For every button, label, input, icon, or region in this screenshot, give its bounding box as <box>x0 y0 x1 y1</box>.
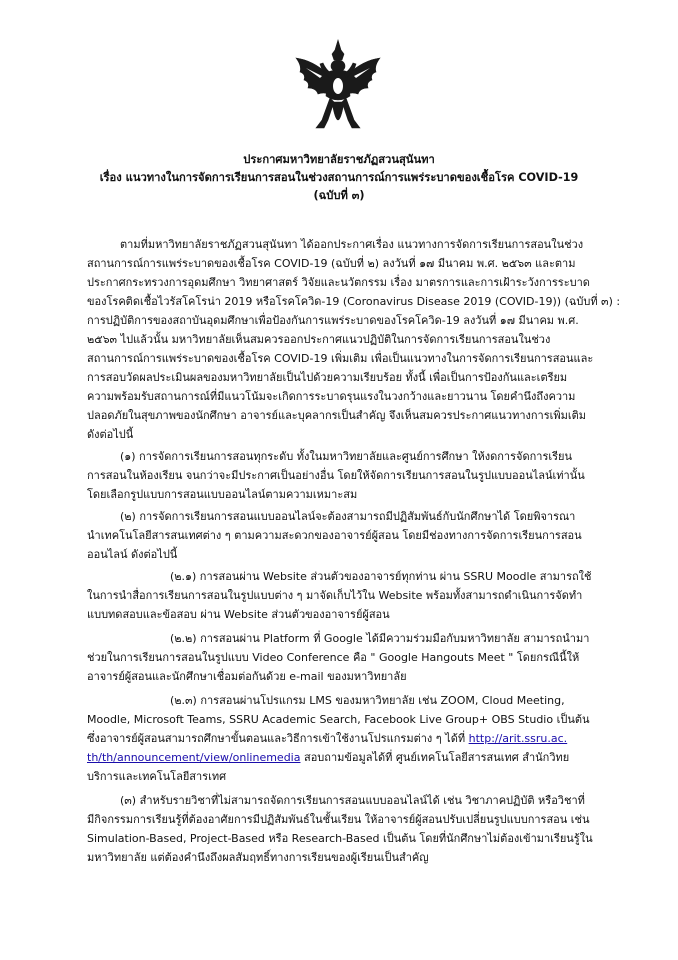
body-line: ๒๕๖๓ ไปแล้วนั้น มหาวิทยาลัยเห็นสมควรออกประกาศแนวปฏิบัติในการจัดการเรียนการสอนในช่วง <box>87 333 551 346</box>
announcement-title: ประกาศมหาวิทยาลัยราชภัฏสวนสุนันทา <box>243 153 435 166</box>
item-2-3-contact: สอบถามข้อมูลได้ที่ ศูนย์เทคโนโลยีสารสนเทศ สำนักวิทย <box>303 751 570 764</box>
body-line: ตามที่มหาวิทยาลัยราชภัฏสวนสุนันทา ได้ออกประกาศเรื่อง แนวทางการจัดการเรียนการสอนในช่วง <box>120 238 584 251</box>
item-2-2-line: ช่วยในการเรียนการสอนในรูปแบบ Video Conference คือ " Google Hangouts Meet " โดยกรณีนี้ให้ <box>87 651 580 664</box>
garuda-emblem <box>292 38 384 140</box>
body-line: การปฏิบัติการของสถาบันอุดมศึกษาเพื่อป้องกันการแพร่ระบาดของโรคโควิด-19 ลงวันที่ ๑๗ มีนาคม พ.ศ. <box>87 314 579 327</box>
body-line: สถานการณ์การแพร่ระบาดของเชื้อโรค COVID-19 (ฉบับที่ ๒) ลงวันที่ ๑๗ มีนาคม พ.ศ. ๒๕๖๓ และตาม <box>87 257 576 270</box>
item-2-line: ออนไลน์ ดังต่อไปนี้ <box>87 548 178 561</box>
onlinemedia-link-part1[interactable]: http://arit.ssru.ac. <box>468 732 568 745</box>
item-2-2-line: อาจารย์ผู้สอนและนักศึกษาเชื่อมต่อกันด้วย e-mail ของมหาวิทยาลัย <box>87 670 407 683</box>
item-1-line: โดยเลือกรูปแบบการสอนแบบออนไลน์ตามความเหมาะสม <box>87 488 358 501</box>
item-3-line: (๓) สำหรับรายวิชาที่ไม่สามารถจัดการเรียนการสอนแบบออนไลน์ได้ เช่น วิชาภาคปฏิบัติ หรือวิชาที่ <box>120 794 585 807</box>
body-line: ของโรคติดเชื้อไวรัสโคโรน่า 2019 หรือโรคโควิด-19 (Coronavirus Disease 2019 (COVID-19)) (ฉบับที่ ๓) : <box>87 295 621 308</box>
item-2-3-line: บริการและเทคโนโลยีสารเทศ <box>87 770 227 783</box>
announcement-subject: เรื่อง แนวทางในการจัดการเรียนการสอนในช่วงสถานการณ์การแพร่ระบาดของเชื้อโรค COVID-19 <box>99 171 579 184</box>
body-line: ปลอดภัยในสุขภาพของนักศึกษา อาจารย์และบุคลากรเป็นสำคัญ จึงเห็นสมควรประกาศแนวทางการเพิ่มเติม <box>87 409 587 422</box>
announcement-edition: (ฉบับที่ ๓) <box>313 189 365 202</box>
item-2-3-line <box>87 730 607 747</box>
item-1-line: การสอนในห้องเรียน จนกว่าจะมีประกาศเป็นอย่างอื่น โดยให้จัดการเรียนการสอนในรูปแบบออนไลน์เท่านั้น <box>87 469 585 482</box>
body-line: ประกาศกระทรวงการอุดมศึกษา วิทยาศาสตร์ วิจัยและนวัตกรรม เรื่อง มาตรการและการเฝ้าระวังการระบาด <box>87 276 590 289</box>
item-3-line: Simulation-Based, Project-Based หรือ Research-Based เป็นต้น โดยที่นักศึกษาไม่ต้องเข้ามาเรียนรู้ใน <box>87 832 593 845</box>
item-2-2-line: (๒.๒) การสอนผ่าน Platform ที่ Google ได้มีความร่วมมือกับมหาวิทยาลัย สามารถนำมา <box>170 632 590 645</box>
item-2-3-line: Moodle, Microsoft Teams, SSRU Academic Search, Facebook Live Group+ OBS Studio เป็นต้น <box>87 713 590 726</box>
item-2-3-text: ซึ่งอาจารย์ผู้สอนสามารถศึกษาขั้นตอนและวิธีการเข้าใช้งานโปรแกรมต่าง ๆ ได้ที่ <box>87 732 466 745</box>
body-line: การสอบวัดผลประเมินผลของมหาวิทยาลัยเป็นไปด้วยความเรียบร้อย ทั้งนี้ เพื่อเป็นการป้องกันและเตรียม <box>87 371 568 384</box>
body-line: ดังต่อไปนี้ <box>87 428 134 441</box>
onlinemedia-link-part2[interactable]: th/th/announcement/view/onlinemedia <box>87 751 301 764</box>
item-2-3-line: (๒.๓) การสอนผ่านโปรแกรม LMS ของมหาวิทยาลัย เช่น ZOOM, Cloud Meeting, <box>170 694 565 707</box>
item-2-3-line <box>87 749 607 766</box>
item-2-1-line: แบบทดสอบและข้อสอบ ผ่าน Website ส่วนตัวของอาจารย์ผู้สอน <box>87 608 390 621</box>
item-2-line: นำเทคโนโลยีสารสนเทศต่าง ๆ ตามความสะดวกของอาจารย์ผู้สอน โดยมีช่องทางการจัดการเรียนการสอน <box>87 529 582 542</box>
body-line: สถานการณ์การแพร่ระบาดของเชื้อโรค COVID-19 เพิ่มเติม เพื่อเป็นแนวทางในการจัดการเรียนการสอนและ <box>87 352 594 365</box>
item-3-line: มหาวิทยาลัย แต่ต้องคำนึงถึงผลสัมฤทธิ์ทางการเรียนของผู้เรียนเป็นสำคัญ <box>87 851 429 864</box>
item-1-line: (๑) การจัดการเรียนการสอนทุกระดับ ทั้งในมหาวิทยาลัยและศูนย์การศึกษา ให้งดการจัดการเรียน <box>120 450 572 463</box>
item-2-line: (๒) การจัดการเรียนการสอนแบบออนไลน์จะต้องสามารถมีปฏิสัมพันธ์กับนักศึกษาได้ โดยพิจารณา <box>120 510 576 523</box>
item-2-1-line: (๒.๑) การสอนผ่าน Website ส่วนตัวของอาจารย์ทุกท่าน ผ่าน SSRU Moodle สามารถใช้ <box>170 570 592 583</box>
item-3-line: มีกิจกรรมการเรียนรู้ที่ต้องอาศัยการมีปฏิสัมพันธ์ในชั้นเรียน ให้อาจารย์ผู้สอนปรับเปลี่ยนรูปแบบการสอน เช่น <box>87 813 590 826</box>
item-2-1-line: ในการนำสื่อการเรียนการสอนในรูปแบบต่าง ๆ มาจัดเก็บไว้ใน Website พร้อมทั้งสามารถดำเนินการจัดทำ <box>87 589 583 602</box>
body-line: ความพร้อมรับสถานการณ์ที่มีแนวโน้มจะเกิดการระบาดรุนแรงในวงกว้างและยาวนาน โดยคำนึงถึงความ <box>87 390 576 403</box>
